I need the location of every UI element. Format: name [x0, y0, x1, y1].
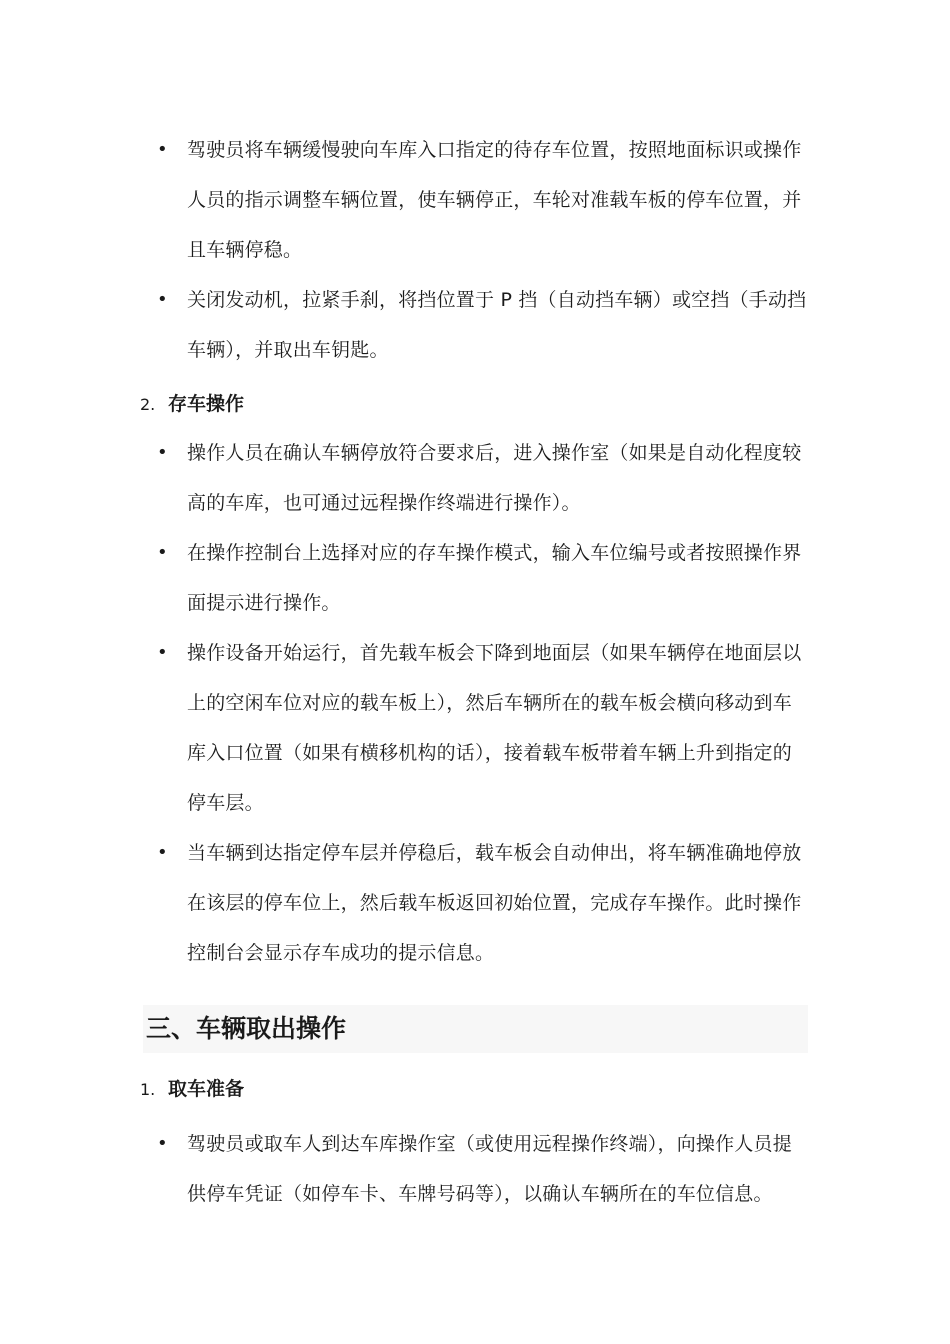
bullet-icon: • [157, 542, 168, 563]
bullet-list-arrival [143, 125, 808, 375]
bullet-icon: • [157, 442, 168, 463]
list-item [143, 125, 808, 275]
step-heading-parking [140, 389, 244, 420]
step-number: 2. [140, 395, 156, 414]
list-item-text: 操作人员在确认车辆停放符合要求后，进入操作室（如果是自动化程度较高的车库，也可通过远程操作终端进行操作）。 [187, 442, 802, 514]
step-title: 存车操作 [168, 393, 245, 415]
list-item-text: 操作设备开始运行，首先载车板会下降到地面层（如果车辆停在地面层以上的空闲车位对应的载车板上），然后车辆所在的载车板会横向移动到车库入口位置（如果有横移机构的话），接着载车板带着车辆上升到指定的停车层。 [187, 642, 802, 814]
bullet-icon: • [157, 642, 168, 663]
bullet-list-retrieval [143, 1119, 808, 1219]
bullet-list-parking [143, 428, 808, 978]
step-number: 1. [140, 1080, 156, 1099]
list-item [143, 528, 808, 628]
list-item-text: 在操作控制台上选择对应的存车操作模式，输入车位编号或者按照操作界面提示进行操作。 [187, 542, 802, 614]
step-heading-retrieval [140, 1074, 244, 1105]
list-item [143, 275, 808, 375]
list-item [143, 1119, 808, 1219]
step-title: 取车准备 [168, 1078, 245, 1100]
bullet-icon: • [157, 289, 168, 310]
bullet-icon: • [157, 1133, 168, 1154]
list-item-text: 驾驶员将车辆缓慢驶向车库入口指定的待存车位置，按照地面标识或操作人员的指示调整车辆位置，使车辆停正，车轮对准载车板的停车位置，并且车辆停稳。 [187, 139, 802, 261]
list-item-text: 当车辆到达指定停车层并停稳后，载车板会自动伸出，将车辆准确地停放在该层的停车位上，然后载车板返回初始位置，完成存车操作。此时操作控制台会显示存车成功的提示信息。 [187, 842, 802, 964]
list-item-text: 驾驶员或取车人到达车库操作室（或使用远程操作终端），向操作人员提供停车凭证（如停车卡、车牌号码等），以确认车辆所在的车位信息。 [187, 1133, 792, 1205]
bullet-icon: • [157, 842, 168, 863]
bullet-icon: • [157, 139, 168, 160]
list-item [143, 428, 808, 528]
section-heading: 三、车辆取出操作 [143, 1005, 808, 1053]
list-item [143, 628, 808, 828]
list-item [143, 828, 808, 978]
list-item-text: 关闭发动机，拉紧手刹，将挡位置于 P 挡（自动挡车辆）或空挡（手动挡车辆），并取出车钥匙。 [187, 289, 807, 361]
